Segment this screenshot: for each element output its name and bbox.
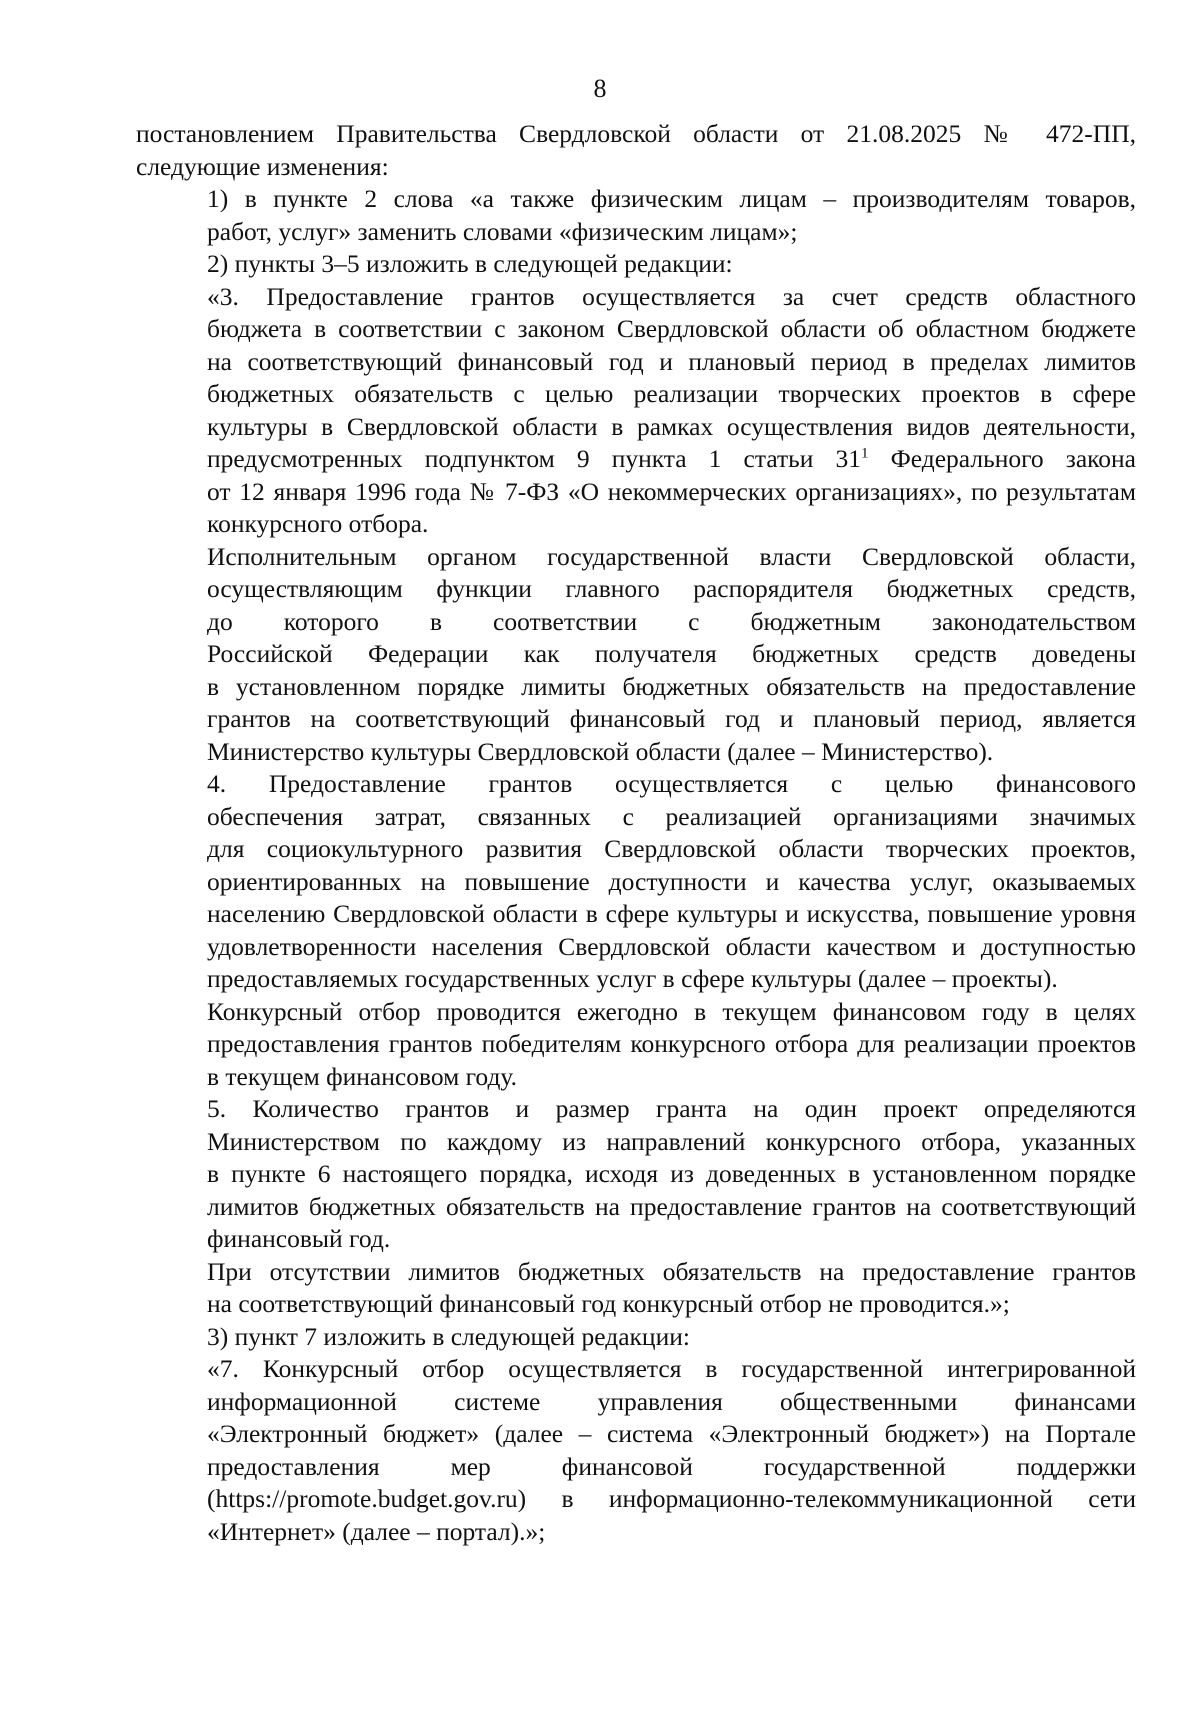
document-body [136,118,1136,1548]
superscript-index: 1 [861,445,869,462]
paragraph [136,1093,1136,1256]
text-line: ориентированных на повышение доступности и качества услуг, оказываемых [207,866,1136,896]
text-line: бюджета в соответствии с законом Свердловской области об областном бюджете [207,314,1136,343]
text-line: на соответствующий финансовый год конкурсный отбор не проводится.»; [207,1289,1010,1318]
text-line: «Электронный бюджет» (далее – система «Электронный бюджет») на Портале [207,1419,1136,1448]
text-line: грантов на соответствующий финансовый год и плановый период, является [207,704,1136,733]
text-line: «3. Предоставление грантов осуществляется за счет средств областного [207,281,1136,311]
text-line: следующие изменения: [136,151,389,181]
text-line: финансовый год. [207,1224,391,1253]
text-line: информационной системе управления общественными финансами [207,1386,1136,1416]
text-line: в установленном порядке лимиты бюджетных обязательств на предоставление [207,671,1136,701]
paragraph [136,768,1136,996]
text-line: культуры в Свердловской области в рамках осуществления видов деятельности, [207,411,1136,441]
paragraph [136,541,1136,769]
text-line: 4. Предоставление грантов осуществляется с целью финансового [207,769,1136,798]
text-line: в текущем финансовом году. [207,1061,517,1091]
text-line: Российской Федерации как получателя бюджетных средств доведены [207,639,1136,668]
paragraph [136,996,1136,1094]
text-line: конкурсного отбора. [207,509,429,538]
text-line: предоставления грантов победителям конкурсного отбора для реализации проектов [207,1029,1136,1058]
text-line: «7. Конкурсный отбор осуществляется в государственной интегрированной [207,1354,1136,1383]
text-line: работ, услуг» заменить словами «физическим лицам»; [207,216,798,246]
text-line: (https://promote.budget.gov.ru) в информационно-телекоммуникационной сети [207,1484,1136,1513]
text-line: до которого в соответствии с бюджетным законодательством [207,606,1136,636]
text-line: населению Свердловской области в сфере культуры и искусства, повышение уровня [207,899,1136,928]
text-line: от 12 января 1996 года № 7-ФЗ «О некоммерческих организациях», по результатам [207,476,1136,506]
text-line: обеспечения затрат, связанных с реализацией организациями значимых [207,801,1136,831]
text-line: предусмотренных подпунктом 9 пункта 1 статьи $31^1$ Федерального закона [207,444,1136,473]
text-line: 5. Количество грантов и размер гранта на один проект определяются [207,1094,1136,1123]
text-line: «Интернет» (далее – портал).»; [207,1516,546,1546]
text-line: Конкурсный отбор проводится ежегодно в текущем финансовом году в целях [207,996,1136,1026]
text-line: 1) в пункте 2 слова «а также физическим лицам – производителям товаров, [207,184,1136,213]
paragraph [136,183,1136,248]
text-line: лимитов бюджетных обязательств на предоставление грантов на соответствующий [207,1191,1136,1221]
text-line: удовлетворенности населения Свердловской области качеством и доступностью [207,931,1136,961]
text-line: 3) пункт 7 изложить в следующей редакции: [207,1321,690,1351]
text-line: бюджетных обязательств с целью реализации творческих проектов в сфере [207,379,1136,408]
text-line: Министерством по каждому из направлений конкурсного отбора, указанных [207,1126,1136,1156]
text-line: Исполнительным органом государственной власти Свердловской области, [207,541,1136,571]
text-line: предоставления мер финансовой государственной поддержки [207,1451,1136,1481]
text-line: постановлением Правительства Свердловской области от 21.08.2025 № 472-ПП, [136,119,1136,148]
text-line: предоставляемых государственных услуг в сфере культуры (далее – проекты). [207,964,1058,993]
paragraph [136,1256,1136,1321]
paragraph [136,1353,1136,1548]
text-line: Министерство культуры Свердловской области (далее – Министерство). [207,736,994,766]
paragraph [136,248,1136,281]
text-line: 2) пункты 3–5 изложить в следующей редакции: [207,249,733,278]
text-line: При отсутствии лимитов бюджетных обязательств на предоставление грантов [207,1256,1136,1286]
text-line: для социокультурного развития Свердловской области творческих проектов, [207,834,1136,863]
paragraph [136,281,1136,541]
text-line: на соответствующий финансовый год и плановый период в пределах лимитов [207,346,1136,376]
text-line: в пункте 6 настоящего порядка, исходя из доведенных в установленном порядке [207,1159,1136,1188]
page-number: 8 [593,74,607,103]
text-line: осуществляющим функции главного распорядителя бюджетных средств, [207,574,1136,603]
paragraph [136,118,1136,183]
paragraph [136,1321,1136,1354]
